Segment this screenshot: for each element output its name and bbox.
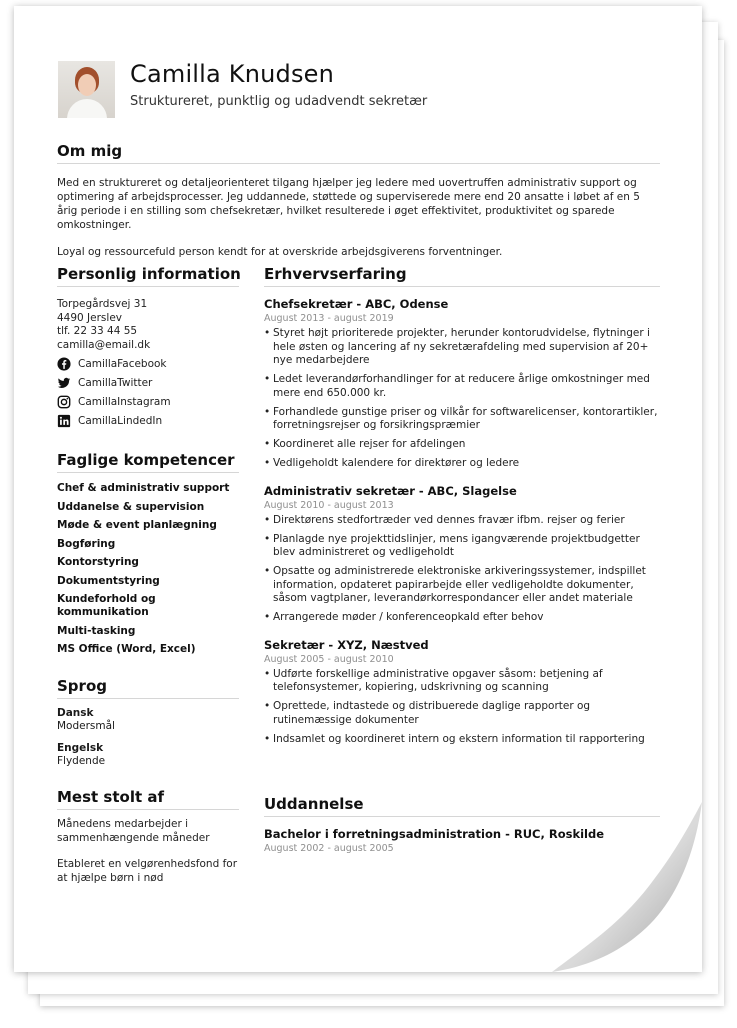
language-name: Dansk — [57, 707, 94, 719]
experience-section — [264, 265, 660, 752]
facebook-icon — [57, 357, 71, 371]
candidate-name: Camilla Knudsen — [130, 60, 335, 88]
job-title: Administrativ sekretær - ABC, Slagelse — [264, 483, 517, 498]
social-linkedin[interactable] — [57, 411, 239, 430]
job-bullet: • Udførte forskellige administrative opgaver såsom: betjening af telefonsystemer, kopiering, udskrivning og scanning — [264, 668, 660, 695]
about-heading: Om mig — [57, 142, 123, 160]
job-entry — [264, 297, 660, 471]
profile-photo — [58, 61, 115, 118]
job-date: August 2005 - august 2010 — [264, 653, 394, 665]
skill-item: Uddanelse & supervision — [57, 500, 205, 513]
job-bullet: • Forhandlede gunstige priser og vilkår for softwarelicenser, kontorartikler, forretningsrejser og forsikringspræmier — [264, 406, 660, 433]
divider — [57, 698, 239, 699]
about-section — [57, 142, 660, 259]
job-bullet: • Oprettede, indtastede og distribuerede daglige rapporter og rutinemæssige dokumenter — [264, 700, 660, 727]
job-bullet: • Direktørens stedfortræder ved dennes fravær ifbm. rejser og ferier — [264, 514, 660, 528]
skill-item: Bogføring — [57, 537, 116, 550]
job-bullet: • Koordineret alle rejser for afdelingen — [264, 438, 660, 452]
job-bullet: • Arrangerede møder / konferenceopkald efter behov — [264, 611, 660, 625]
skills-section — [57, 451, 239, 662]
job-bullet: • Ledet leverandørforhandlinger for at reducere årlige omkostninger med mere end 650.000 kr. — [264, 373, 660, 400]
social-instagram[interactable] — [57, 392, 239, 411]
skill-item: Dokumentstyring — [57, 574, 160, 587]
social-label: CamillaFacebook — [78, 357, 167, 370]
social-twitter[interactable] — [57, 373, 239, 392]
job-bullet: • Styret højt prioriterede projekter, herunder kontorudvidelse, flytninger i hele østen og lancering af ny sekretærafdeling med supervision af 20+ nye medarbejdere — [264, 327, 660, 368]
education-date: August 2002 - august 2005 — [264, 843, 394, 854]
job-bullet: • Vedligeholdt kalendere for direktører og ledere — [264, 457, 660, 471]
job-entry — [264, 638, 660, 747]
skill-item: MS Office (Word, Excel) — [57, 643, 196, 655]
candidate-tagline: Struktureret, punktlig og udadvendt sekretær — [130, 94, 428, 109]
phone-number: tlf. 22 33 44 55 — [57, 325, 138, 337]
divider — [57, 286, 239, 287]
job-date: August 2013 - august 2019 — [264, 313, 394, 324]
social-label: CamillaLindedIn — [78, 414, 163, 427]
skill-item: Chef & administrativ support — [57, 482, 230, 494]
personal-info-section — [57, 265, 239, 430]
twitter-icon — [57, 376, 71, 390]
address-line: 4490 Jerslev — [57, 311, 122, 324]
job-bullet: • Opsatte og administrerede elektroniske arkiveringssystemer, indspillet information, opdateret papirarbejde eller vedligeholdte dokumenter, såsom vagtplaner, leverandørkorrespondancer eller andet materiale — [264, 565, 660, 606]
languages-heading: Sprog — [57, 677, 107, 695]
job-bullet: • Indsamlet og koordineret intern og ekstern information til rapportering — [264, 733, 660, 747]
skill-item: Multi-tasking — [57, 624, 136, 637]
page-curl — [512, 782, 702, 972]
job-entry — [264, 484, 660, 625]
education-heading: Uddannelse — [264, 795, 364, 813]
job-title: Chefsekretær - ABC, Odense — [264, 297, 449, 311]
divider — [264, 286, 660, 287]
cv-page — [14, 6, 702, 972]
social-label: CamillaTwitter — [78, 376, 153, 389]
about-paragraph: Loyal og ressourcefuld person kendt for at overskride arbejdsgiverens forventninger. — [57, 246, 503, 258]
experience-heading: Erhvervserfaring — [264, 265, 407, 283]
language-level: Modersmål — [57, 720, 115, 732]
language-name: Engelsk — [57, 742, 104, 754]
skill-item: Kundeforhold og kommunikation — [57, 593, 156, 618]
proud-item: Månedens medarbejder i sammenhængende måneder — [57, 818, 210, 844]
job-title: Sekretær - XYZ, Næstved — [264, 637, 429, 652]
job-date: August 2010 - august 2013 — [264, 499, 394, 511]
about-paragraph: Med en struktureret og detaljeorienteret tilgang hjælper jeg ledere med uovertruffen administrativ support og optimering af arbejdsprocesser. Jeg uddannede, støttede og superviserede mere end 20 ansatte i løbet af en 5 årig periode i en stilling som chefsekretær, hvilket resulterede i øget effektivitet, produktivitet og sparede omkostninger. — [57, 177, 640, 231]
skill-item: Møde & event planlægning — [57, 519, 217, 531]
instagram-icon — [57, 395, 71, 409]
social-facebook[interactable] — [57, 354, 239, 373]
skills-heading: Faglige kompetencer — [57, 451, 235, 469]
job-bullet: • Planlagde nye projekttidslinjer, mens igangværende projektbudgetter blev administreret og vedligeholdt — [264, 533, 660, 560]
languages-section — [57, 677, 239, 777]
personal-heading: Personlig information — [57, 265, 241, 283]
skill-item: Kontorstyring — [57, 556, 139, 568]
divider — [57, 472, 239, 473]
language-level: Flydende — [57, 755, 106, 767]
divider — [57, 163, 660, 164]
proud-item: Etableret en velgørenhedsfond for at hjælpe børn i nød — [57, 858, 238, 884]
education-title: Bachelor i forretningsadministration - RUC, Roskilde — [264, 827, 605, 841]
divider — [57, 809, 239, 810]
proud-section — [57, 788, 239, 885]
social-label: CamillaInstagram — [78, 395, 171, 408]
linkedin-icon — [57, 414, 71, 428]
proud-heading: Mest stolt af — [57, 788, 165, 806]
address-line: Torpegårdsvej 31 — [57, 298, 148, 310]
email-link[interactable]: camilla@email.dk — [57, 338, 151, 351]
